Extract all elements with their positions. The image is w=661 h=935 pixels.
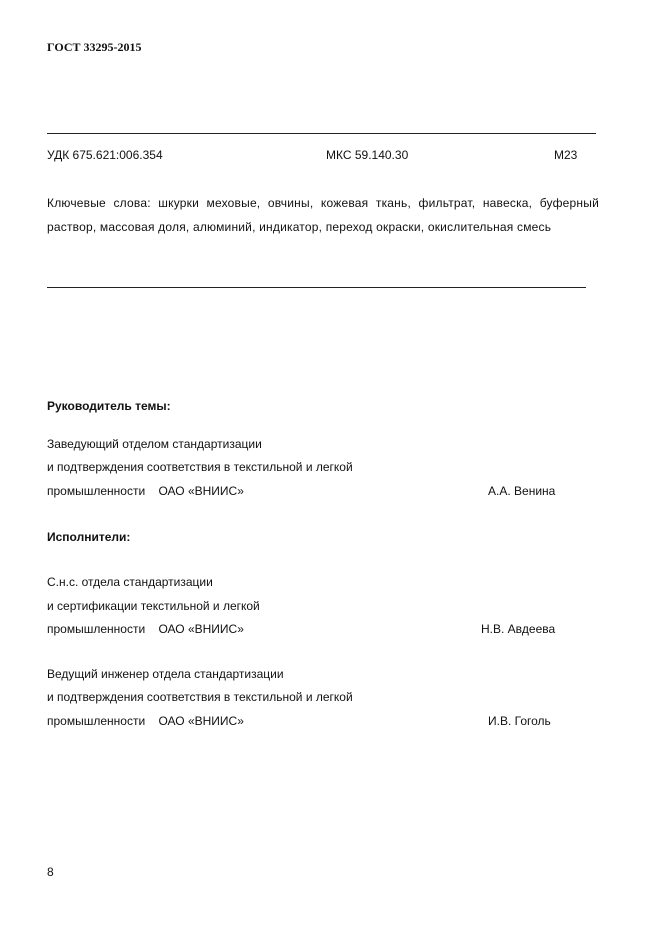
udc-code: УДК 675.621:006.354 xyxy=(47,148,163,162)
executor2-position-line2: и подтверждения соответствия в текстильной и легкой xyxy=(47,690,353,704)
leader-name: А.А. Венина xyxy=(488,484,556,498)
executor2-position-line1: Ведущий инженер отдела стандартизации xyxy=(47,667,284,681)
executor1-position-line1: С.н.с. отдела стандартизации xyxy=(47,575,213,589)
leader-position-line2: и подтверждения соответствия в текстильной и легкой xyxy=(47,460,353,474)
leader-position-line3: промышленности ОАО «ВНИИС» xyxy=(47,484,244,498)
divider-bottom xyxy=(47,287,586,288)
executor1-name: Н.В. Авдеева xyxy=(481,622,556,636)
executor2-position-line3: промышленности ОАО «ВНИИС» xyxy=(47,714,244,728)
keywords-paragraph: Ключевые слова: шкурки меховые, овчины, кожевая ткань, фильтрат, навеска, буферный раствор, массовая доля, алюминий, индикатор, переход окраски, окислительная смесь xyxy=(47,196,599,234)
divider-top xyxy=(47,133,596,134)
mks-code: МКС 59.140.30 xyxy=(326,148,409,162)
standard-designation: ГОСТ 33295-2015 xyxy=(47,40,142,54)
classification-code: М23 xyxy=(554,148,578,162)
leader-position-line1: Заведующий отделом стандартизации xyxy=(47,437,262,451)
leader-heading: Руководитель темы: xyxy=(47,399,171,413)
executor1-position-line2: и сертификации текстильной и легкой xyxy=(47,599,260,613)
classification-row xyxy=(47,148,597,164)
executors-heading: Исполнители: xyxy=(47,530,131,544)
page-number: 8 xyxy=(47,865,54,879)
executor2-name: И.В. Гоголь xyxy=(488,714,551,728)
executor1-position-line3: промышленности ОАО «ВНИИС» xyxy=(47,622,244,636)
